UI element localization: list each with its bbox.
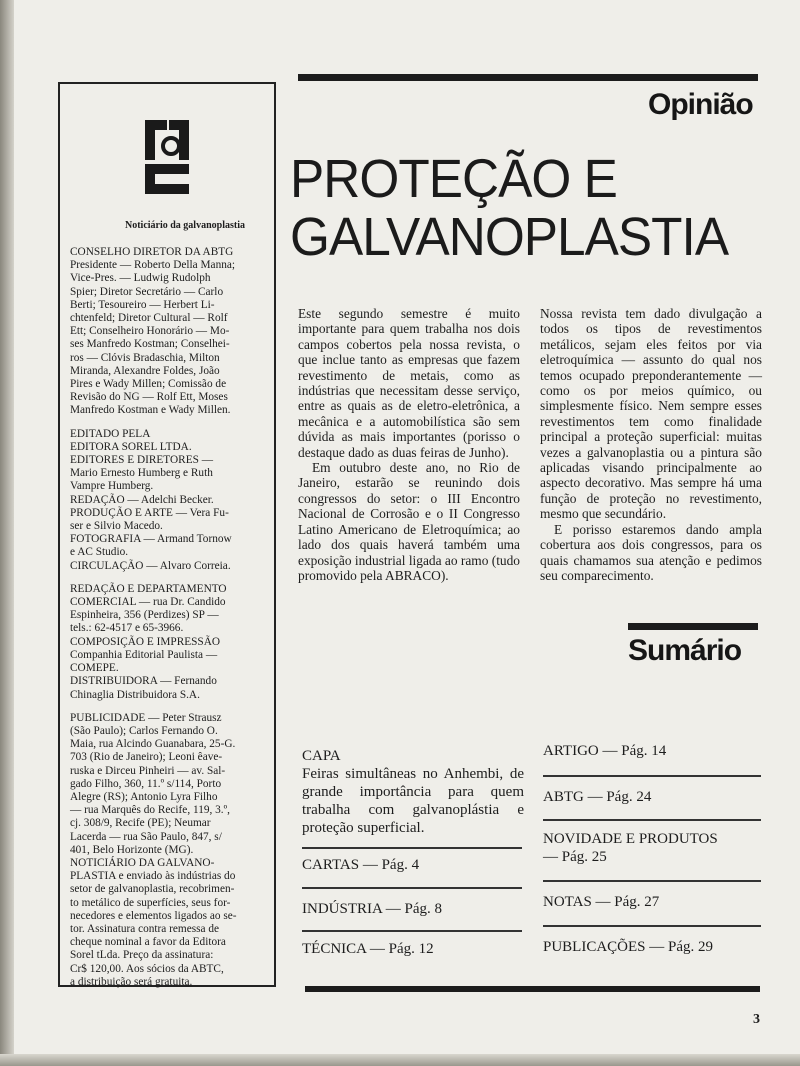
masthead-line: CIRCULAÇÃO — Alvaro Correia. xyxy=(70,559,231,572)
sumario-item-novidade[interactable] xyxy=(543,830,718,866)
conselho-section xyxy=(70,246,264,418)
masthead-line: Pires e Wady Millen; Comissão de xyxy=(70,378,227,391)
capa-text: Feiras simultâneas no Anhembi, de grande importância para quem trabalha com galvanoplástia e proteção superficial. xyxy=(302,766,524,836)
divider xyxy=(543,880,761,882)
masthead-line: necedores e elementos ligados ao se- xyxy=(70,909,237,922)
masthead-line: setor de galvanoplastia, recobrimen- xyxy=(70,883,235,896)
masthead-box xyxy=(58,82,276,987)
article-column-1 xyxy=(298,306,520,583)
logo-caption: Noticiário da galvanoplastia xyxy=(124,220,245,231)
masthead-line: REDAÇÃO E DEPARTAMENTO xyxy=(70,582,227,595)
masthead-line: cj. 308/9, Recife (PE); Neumar xyxy=(70,817,211,830)
redacao-section xyxy=(70,583,264,702)
masthead-line: ros — Clóvis Bradaschia, Milton xyxy=(70,351,220,364)
masthead-line: a distribuição será gratuita. xyxy=(70,975,193,988)
masthead-line: — rua Marquês do Recife, 119, 3.º, xyxy=(70,804,230,817)
masthead-line: Sorel tLda. Preço da assinatura: xyxy=(70,949,214,962)
editado-section xyxy=(70,428,264,573)
masthead-line: Miranda, Alexandre Foldes, João xyxy=(70,364,220,377)
masthead-line: DISTRIBUIDORA — Fernando xyxy=(70,675,217,688)
masthead-line: (São Paulo); Carlos Fernando O. xyxy=(70,724,218,737)
page-bottom-edge xyxy=(0,1054,800,1066)
divider xyxy=(543,925,761,927)
divider xyxy=(543,819,761,821)
masthead-line: tels.: 62-4517 e 65-3966. xyxy=(70,622,184,635)
capa-block xyxy=(302,747,524,837)
top-rule xyxy=(298,74,758,81)
page-binding-edge xyxy=(0,0,14,1066)
masthead-line: Chinaglia Distribuidora S.A. xyxy=(70,688,200,701)
publicidade-section xyxy=(70,712,264,989)
masthead-line: Cr$ 120,00. Aos sócios da ABTC, xyxy=(70,962,224,975)
ng-logo-icon xyxy=(139,116,195,196)
masthead-line: PLASTIA e enviado às indústrias do xyxy=(70,870,236,883)
masthead-line: COMPOSIÇÃO E IMPRESSÃO xyxy=(70,635,221,648)
masthead-line: gado Filho, 360, 11.º s/114, Porto xyxy=(70,777,222,790)
article-headline xyxy=(290,150,765,266)
bottom-rule xyxy=(305,986,760,992)
masthead-line: FOTOGRAFIA — Armand Tornow xyxy=(70,533,232,546)
masthead-line: ses Manfredo Kostman; Conselhei- xyxy=(70,338,230,351)
masthead-line: REDAÇÃO — Adelchi Becker. xyxy=(70,493,214,506)
sumario-item-cartas[interactable]: CARTAS — Pág. 4 xyxy=(302,857,420,873)
article-paragraph: E porisso estaremos dando ampla cobertura aos dois congressos, para os quais chamamos sua atenção e pedimos seu comparecimento. xyxy=(540,521,762,583)
masthead-line: 401, Belo Horizonte (MG). xyxy=(70,843,194,856)
masthead-line: Ett; Conselheiro Honorário — Mo- xyxy=(70,325,230,338)
masthead-line: to metálico de superfícies, seus for- xyxy=(70,896,231,909)
masthead-line: EDITORA SOREL LTDA. xyxy=(70,440,192,453)
article-paragraph: Este segundo semestre é muito importante para quem trabalha nos dois campos cobertos pela nossa revista, o que inclue tanto as empresas que fazem revestimento de metais, como as indústrias que necessitam desse serviço, entre as quais as de eletro-eletrônica, a mecânica e a automobilística são sem dúvida as mais importantes (porisso o destaque dado as duas feiras de Junho). xyxy=(298,306,520,460)
masthead-line: PRODUÇÃO E ARTE — Vera Fu- xyxy=(70,506,229,519)
masthead-line: ruska e Dirceu Pinheiri — av. Sal- xyxy=(70,764,226,777)
sumario-item-artigo[interactable]: ARTIGO — Pág. 14 xyxy=(543,743,667,759)
masthead-line: Companhia Editorial Paulista — xyxy=(70,648,218,661)
masthead-line: cheque nominal a favor da Editora xyxy=(70,936,226,949)
divider xyxy=(302,847,522,849)
masthead-line: Presidente — Roberto Della Manna; xyxy=(70,259,236,272)
masthead-line: Revisão do NG — Rolf Ett, Moses xyxy=(70,391,228,404)
article-paragraph: Em outubro deste ano, no Rio de Janeiro, estarão se reunindo dois congressos do setor: o III Encontro Nacional de Corrosão e o II Congresso Latino Americano de Eletroquímica; ao lado dos quais haverá também uma exposição industrial ligada ao ramo (tudo promovido pela ABRACO). xyxy=(298,460,520,583)
sumario-item-abtg[interactable]: ABTG — Pág. 24 xyxy=(543,789,652,805)
masthead-line: Manfredo Kostman e Wady Millen. xyxy=(70,404,231,417)
masthead-line: NOTICIÁRIO DA GALVANO- xyxy=(70,856,215,869)
masthead-line: Mario Ernesto Humberg e Ruth xyxy=(70,467,213,480)
sumario-item-tecnica[interactable]: TÉCNICA — Pág. 12 xyxy=(302,941,434,957)
masthead-line: chtenfeld; Diretor Cultural — Rolf xyxy=(70,312,228,325)
masthead-line: CONSELHO DIRETOR DA ABTG xyxy=(70,246,234,258)
article-paragraph: Nossa revista tem dado divulgação a todos os tipos de revestimentos metálicos, sejam eles feitos por via eletroquímica — assunto do qual nos temos ocupado preponderantemente — como os por meios químico, ou simplesmente físico. Nem sempre esses revestimentos tem como finalidade principal a proteção superficial: muitas vezes a galvanoplastia ou a pintura são aplicadas visando principalmente ao aspecto decorativo. Mas sempre há uma função de proteção no revestimento, mesmo que secundário. xyxy=(540,306,762,522)
masthead-line: Berti; Tesoureiro — Herbert Li- xyxy=(70,298,215,311)
headline-line-2: GALVANOPLASTIA xyxy=(290,207,729,267)
masthead-line: Vice-Pres. — Ludwig Rudolph xyxy=(70,272,211,285)
masthead-line: e AC Studio. xyxy=(70,546,129,559)
sumario-rule xyxy=(628,623,758,630)
masthead-line: Lacerda — rua São Paulo, 847, s/ xyxy=(70,830,222,843)
masthead-line: Spier; Diretor Secretário — Carlo xyxy=(70,285,224,298)
sumario-tag: Sumário xyxy=(628,634,742,667)
masthead-line: Vampre Humberg. xyxy=(70,480,154,493)
capa-title: CAPA xyxy=(302,748,341,764)
headline-line-1: PROTEÇÃO E xyxy=(290,149,617,209)
masthead-line: PUBLICIDADE — Peter Strausz xyxy=(70,711,222,724)
masthead-line: Maia, rua Alcindo Guanabara, 25-G. xyxy=(70,738,236,751)
masthead-line: EDITADO PELA xyxy=(70,427,151,440)
masthead-line: EDITORES E DIRETORES — xyxy=(70,454,213,467)
masthead-line: Alegre (RS); Antonio Lyra Filho xyxy=(70,790,218,803)
sumario-item-notas[interactable]: NOTAS — Pág. 27 xyxy=(543,894,660,910)
masthead-line: COMERCIAL — rua Dr. Candido xyxy=(70,596,226,609)
novidade-page: — Pág. 25 xyxy=(543,849,607,865)
masthead-line: 703 (Rio de Janeiro); Leoni êave- xyxy=(70,751,223,764)
divider xyxy=(302,930,522,932)
opiniao-tag: Opinião xyxy=(648,88,753,121)
article-column-2 xyxy=(540,306,762,583)
sumario-item-industria[interactable]: INDÚSTRIA — Pág. 8 xyxy=(302,901,443,917)
divider xyxy=(302,887,522,889)
divider xyxy=(543,775,761,777)
page-number: 3 xyxy=(753,1012,760,1027)
sumario-item-publicacoes[interactable]: PUBLICAÇÕES — Pág. 29 xyxy=(543,939,714,955)
masthead-line: Espinheira, 356 (Perdizes) SP — xyxy=(70,609,219,622)
novidade-label: NOVIDADE E PRODUTOS xyxy=(543,831,718,847)
masthead-line: ser e Silvio Macedo. xyxy=(70,520,163,533)
masthead-line: tor. Assinatura contra remessa de xyxy=(70,922,220,935)
masthead-line: COMEPE. xyxy=(70,662,119,675)
